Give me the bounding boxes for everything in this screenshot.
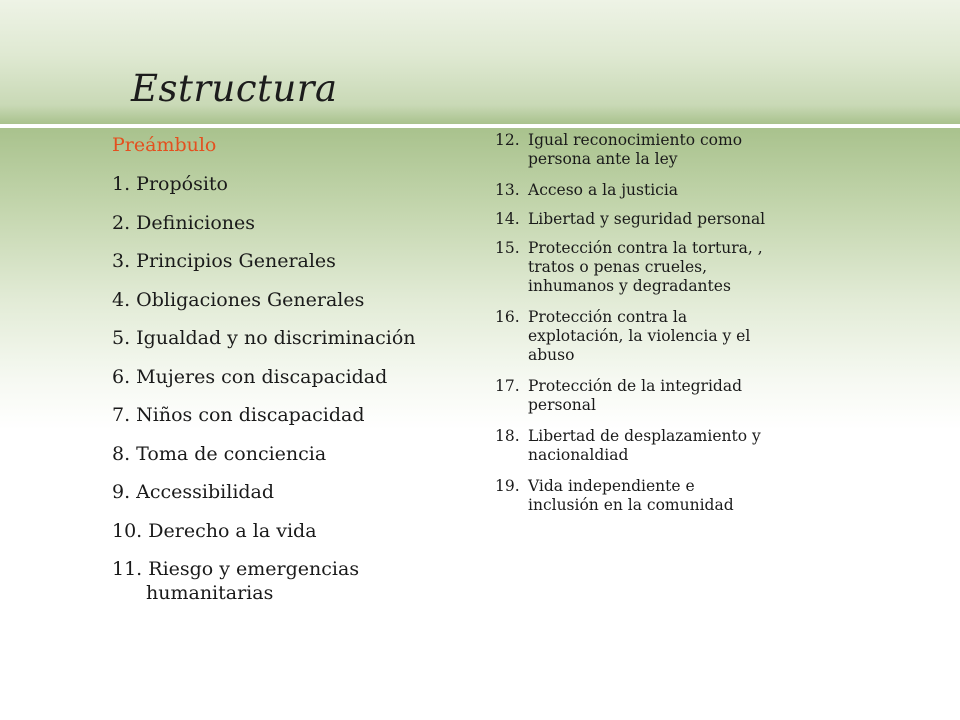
item-text: Riesgo y emergencias (142, 558, 360, 580)
item-text: Igualdad y no discriminación (130, 327, 416, 349)
item-number: 9. (112, 481, 131, 503)
item-text: Vida independiente e inclusión en la comunidad (528, 477, 734, 514)
list-item (112, 442, 472, 481)
list-item (112, 480, 472, 519)
list-item (495, 377, 845, 415)
list-item (495, 477, 845, 515)
list-item (495, 131, 845, 169)
item-number: 17. (495, 377, 520, 395)
item-number: 18. (495, 427, 520, 445)
item-number: 7. (112, 404, 131, 426)
item-number: 15. (495, 239, 520, 257)
item-number: 4. (112, 288, 131, 311)
item-text: Acceso a la justicia (528, 181, 679, 199)
list-item (495, 239, 845, 296)
list-item (112, 249, 472, 288)
list-item (112, 326, 472, 365)
list-item (112, 519, 472, 558)
item-text: Mujeres con discapacidad (130, 365, 388, 388)
list-item (495, 427, 845, 465)
left-article-list (112, 133, 472, 617)
list-item (112, 365, 472, 404)
item-number: 1. (112, 173, 131, 195)
item-text: Protección de la integridad personal (528, 377, 742, 414)
item-text: Igual reconocimiento como persona ante la ley (528, 131, 743, 168)
item-number: 19. (495, 477, 520, 495)
list-item (495, 308, 845, 365)
item-number: 2. (112, 211, 131, 234)
item-text: Protección contra la explotación, la violencia y el abuso (528, 308, 751, 364)
item-number: 10. (112, 519, 143, 542)
item-text: Toma de conciencia (130, 442, 327, 465)
item-text: Obligaciones Generales (130, 288, 365, 311)
item-number: 13. (495, 181, 520, 199)
item-text: Niños con discapacidad (130, 404, 365, 426)
list-item (495, 181, 845, 200)
item-text-continued: humanitarias (146, 582, 274, 604)
slide-title: Estructura (131, 67, 338, 110)
list-item (112, 288, 472, 327)
list-item (112, 211, 472, 250)
list-item (495, 210, 845, 229)
item-number: 3. (112, 250, 131, 272)
item-number: 6. (112, 365, 131, 388)
item-number: 14. (495, 210, 520, 228)
right-article-list (495, 131, 845, 527)
item-number: 16. (495, 308, 520, 326)
item-text: Libertad y seguridad personal (528, 210, 766, 228)
item-text: Propósito (130, 173, 228, 195)
list-item (112, 403, 472, 442)
list-item (112, 557, 472, 617)
item-number: 8. (112, 442, 131, 465)
preamble-item: Preámbulo (112, 134, 217, 156)
item-number: 11. (112, 558, 143, 580)
item-text: Principios Generales (130, 250, 336, 272)
item-text: Definiciones (130, 211, 256, 234)
list-item (112, 172, 472, 211)
item-text: Protección contra la tortura, , tratos o penas crueles, inhumanos y degradantes (528, 239, 763, 295)
item-text: Libertad de desplazamiento y nacionaldiad (528, 427, 761, 464)
item-number: 12. (495, 131, 520, 149)
item-text: Derecho a la vida (142, 519, 317, 542)
item-text: Accessibilidad (130, 481, 275, 503)
item-number: 5. (112, 327, 131, 349)
